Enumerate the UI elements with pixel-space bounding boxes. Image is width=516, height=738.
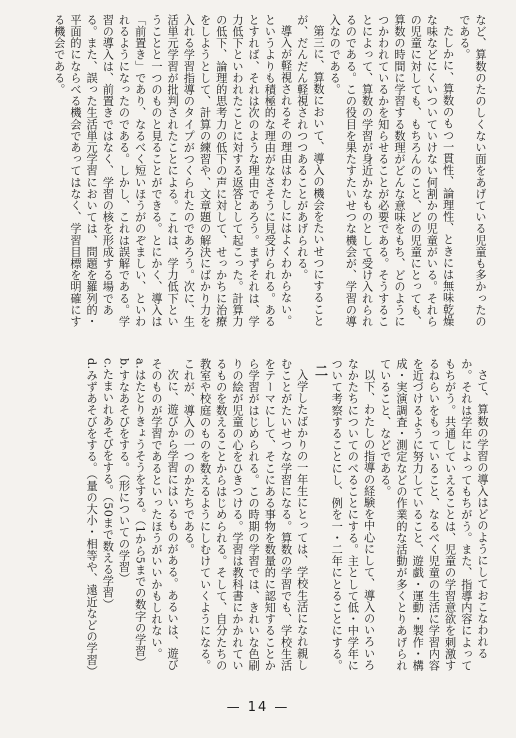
list-marker: c. — [101, 358, 115, 369]
upper-text-block — [18, 14, 488, 328]
list-item — [115, 358, 131, 680]
paragraph: 以下、わたしの指導の経験を中心にして、導入のいろいろなかたちについてのべることにする。主として低・中学年について考察することにし、例を一・二年にとることにする。 — [330, 358, 376, 672]
page-number: — 14 — — [226, 700, 290, 715]
list-item — [83, 358, 99, 680]
paragraph: たしかに、算数のもつ一貫性、論理性、ときには無味乾燥な味などにくいついていけない何割かの児童がいる。それらの児童に対しても、もちろんのこと、どの児童にとっても、算数の時間に学習する数理がどんな意味をもち、どのようにつかわれているかを知らせることが必要である。そうすることによって、算数の学習が身近かなものとして受け入れられるのである。この役目を果たすたいせつな機会が、学習の導入なのである。 — [328, 14, 455, 328]
paragraph: など、算数のたのしくない面をあげている児童も多かったのである。 — [457, 14, 487, 328]
list-marker: d. — [85, 358, 99, 370]
list-item — [132, 358, 148, 680]
section-heading-row — [310, 358, 328, 680]
list-item — [99, 358, 115, 680]
paragraph: さて、算数の学習の導入はどのようにしておこなわれるか。それは学年によってもちがう。また、指導内容によってもちがう。共通していえることは、児童の学習意欲を刺激するねらいをもっていること、なるべく児童の生活に学習内容を近づけるように努力していること、遊戯・運動・製作・構成・実演調査・測定などの作業的な活動が多くとりあげられていること、などである。 — [378, 358, 489, 672]
paragraph: 入学したばかりの一年生にとっては、学校生活になれ親しむことがたいせつな学習になる。算数の学習でも、学校生活をテーマにして、そこにある事物を数量的に認知することから学習がはじめられる。この時期の学習では、きれいな色刷りの絵が児童の心をひきつける。学習は教科書にかかれているものを数えることからはじめられる。そして、自分たちの教室や校庭のものを数えるようにしむけていくようになる。これが、導入の一つのかたちである。 — [182, 358, 309, 672]
list-text: すなあそびをする。（形についての学習） — [117, 369, 131, 585]
paragraph: 導入が軽視されるその理由はわたしにはよくわからない。というよりも積極的な理由がなさそうに見受けられる。あるとすれば、それは次のような理由であろう。まずそれは、学力低下といわれたことに対する返答として起こった。計算力の低下、論理的思考力の低下の声に対して、せっかちに治療をしようとして、計算の練習や、文章題の解決にばかり力を入れる学習指導のタイプがつくられたのであろう。次に、生活単元学習が批判されたことによる。これは、学力低下ということと一つのものと見ることができる。とにかく、導入は「前置き」であり、なるべく短いほうがのぞましい、といわれるようになったのである。しかし、これは誤解である。学習の導入は、前置きではなく、学習の核を形成する場である。また、誤った生活単元学習においては、問題を羅列的・平面的にならべる機会であってはなく、学習目標を明確にする機会である。 — [52, 14, 293, 328]
lower-text-block — [12, 358, 490, 680]
section-number: 二 — [311, 364, 327, 378]
paragraph: 次に、遊びから学習にはいるものがある。あるいは、遊びそのものが学習であるといったほうがいいかもしれない。 — [149, 358, 180, 671]
list-marker: a. — [133, 358, 147, 370]
list-text: たまいれあそびをする。（50まで数える学習） — [101, 368, 115, 611]
list-marker: b. — [117, 358, 131, 370]
paragraph: 第三に、算数において、導入の機会をたいせつにすることが、だんだん軽視されつつあることがあげられる。 — [295, 14, 325, 327]
list-text: はたとりきょうそうをする。（1から5までの数字の学習） — [133, 369, 147, 669]
list-text: みずあそびをする。（量の大小・相等や、遠近などの学習） — [85, 369, 99, 678]
